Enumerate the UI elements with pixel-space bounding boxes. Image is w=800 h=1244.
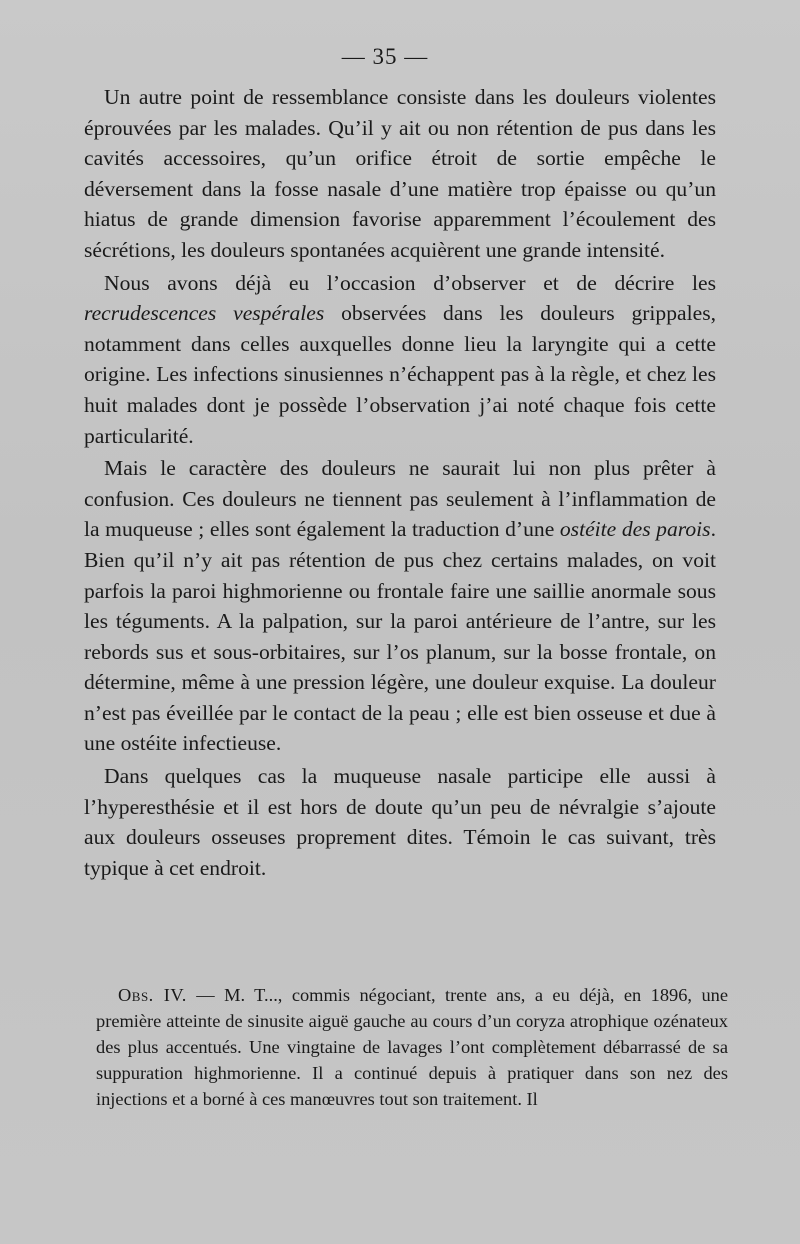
observation-text: — M. T..., commis négociant, trente ans, a eu déjà, en 1896, une première atteinte de sinusite aiguë gauche au cours d’un coryza atrophique ozénateux des plus accentués. Une vingtaine de lavages l’ont complètement débarrassé de sa suppuration highmorienne. Il a continué depuis à pratiquer dans son nez des injections et a borné à ces manœuvres tout son traitement. Il xyxy=(96,985,728,1109)
paragraph-1 xyxy=(84,82,716,266)
observation-label: Obs. IV. xyxy=(118,985,187,1005)
observation-paragraph xyxy=(96,982,728,1112)
text-segment: Mais le caractère des douleurs ne saurait lui non plus prêter à confusion. Ces douleurs ne tiennent pas seulement à l’inflammation de la muqueuse ; elles sont également la traduction d’une xyxy=(84,456,716,542)
text-segment: . Bien qu’il n’y ait pas rétention de pus chez certains malades, on voit parfois la paroi highmorienne ou frontale faire une saillie anormale sous les téguments. A la palpation, sur la paroi antérieure de l’antre, sur les rebords sus et sous-orbitaires, sur l’os planum, sur la bosse frontale, on détermine, même à une pression légère, une douleur exquise. La douleur n’est pas éveillée par le contact de la peau ; elle est bien osseuse et due à une ostéite infectieuse. xyxy=(84,517,716,756)
text-segment: observées dans les douleurs grippales, notamment dans celles auxquelles donne lieu la laryngite qui a cette origine. Les infections sinusiennes n’échappent pas à la règle, et chez les huit malades dont je possède l’observation j’ai noté chaque fois cette particularité. xyxy=(84,301,716,448)
page-number: — 35 — xyxy=(341,44,429,69)
italic-phrase: recrudescences vespérales xyxy=(84,301,325,326)
text-segment: Dans quelques cas la muqueuse nasale participe elle aussi à l’hyperesthésie et il est hors de doute qu’un peu de névralgie s’ajoute aux douleurs osseuses proprement dites. Témoin le cas suivant, très typique à cet endroit. xyxy=(84,764,716,880)
text-segment: Un autre point de ressemblance consiste dans les douleurs violentes éprouvées par les malades. Qu’il y ait ou non rétention de pus dans les cavités accessoires, qu’un orifice étroit de sortie empêche le déversement dans la fosse nasale d’une matière trop épaisse ou qu’un hiatus de grande dimension favorise apparemment l’écoulement des sécrétions, les douleurs spontanées acquièrent une grande intensité. xyxy=(84,85,716,262)
paragraph-4 xyxy=(84,761,716,883)
main-text xyxy=(84,82,716,883)
paragraph-2 xyxy=(84,268,716,452)
text-segment: Nous avons déjà eu l’occasion d’observer et de décrire les xyxy=(104,270,716,295)
italic-phrase: ostéite des parois xyxy=(559,517,711,542)
paragraph-3 xyxy=(84,453,716,759)
